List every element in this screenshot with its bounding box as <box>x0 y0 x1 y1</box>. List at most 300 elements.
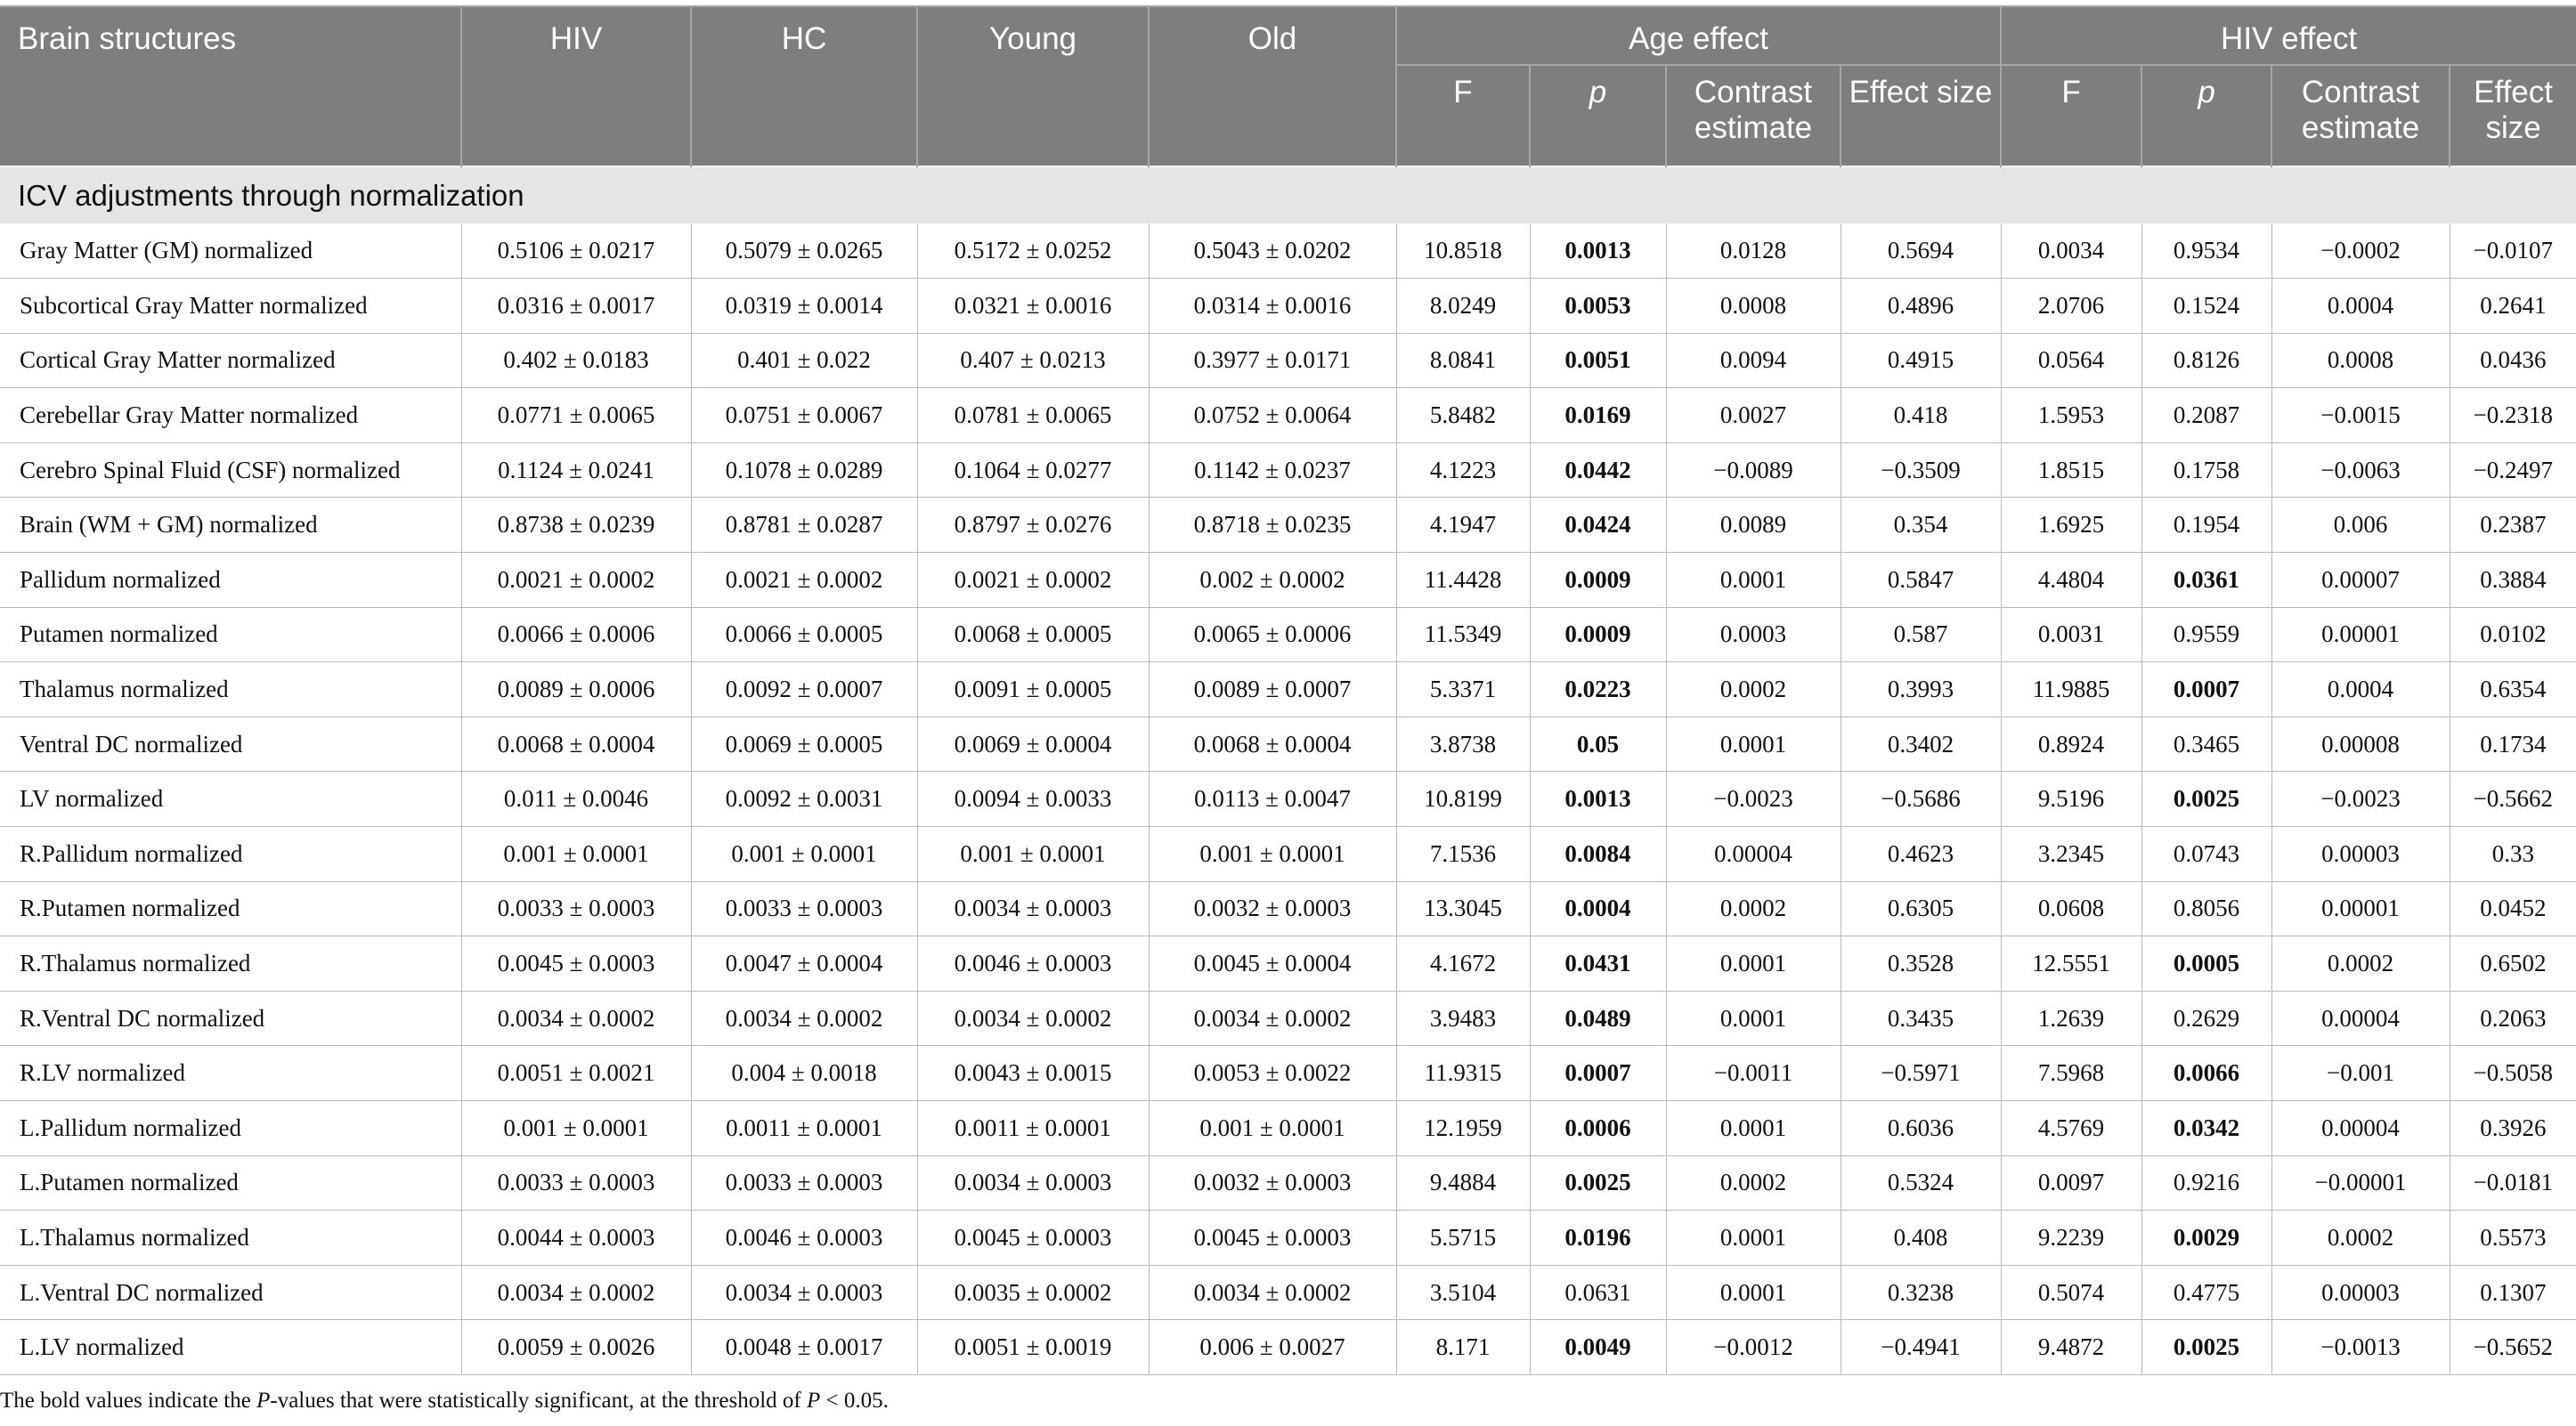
cell-age-f: 12.1959 <box>1396 1101 1530 1156</box>
cell-hiv-es: 0.1307 <box>2450 1265 2576 1320</box>
cell-age-ce: 0.0008 <box>1666 279 1841 334</box>
cell-hiv-es: −0.0107 <box>2450 223 2576 279</box>
cell-hiv-f: 4.4804 <box>2001 553 2141 608</box>
cell-name: R.Pallidum normalized <box>0 827 461 882</box>
table-row <box>0 717 2576 772</box>
table-row <box>0 936 2576 992</box>
cell-age-f: 8.0249 <box>1396 279 1530 334</box>
cell-old: 0.0053 ± 0.0022 <box>1149 1046 1396 1101</box>
cell-old: 0.0032 ± 0.0003 <box>1149 1155 1396 1211</box>
cell-age-es: 0.3238 <box>1841 1265 2001 1320</box>
cell-age-p: 0.0442 <box>1530 442 1666 498</box>
cell-age-ce: −0.0012 <box>1666 1320 1841 1375</box>
cell-age-ce: 0.0001 <box>1666 553 1841 608</box>
cell-hiv-p: 0.4775 <box>2141 1265 2271 1320</box>
cell-age-p: 0.0424 <box>1530 498 1666 553</box>
cell-hiv: 0.5106 ± 0.0217 <box>461 223 691 279</box>
cell-age-f: 8.0841 <box>1396 333 1530 388</box>
cell-hiv: 0.0033 ± 0.0003 <box>461 1155 691 1211</box>
cell-age-p: 0.0196 <box>1530 1211 1666 1266</box>
cell-age-es: 0.3435 <box>1841 991 2001 1046</box>
cell-age-es: 0.408 <box>1841 1211 2001 1266</box>
header-age-f: F <box>1396 65 1530 166</box>
cell-young: 0.0045 ± 0.0003 <box>917 1211 1149 1266</box>
header-age-p <box>1530 65 1666 166</box>
cell-young: 0.0321 ± 0.0016 <box>917 279 1149 334</box>
cell-hiv-ce: −0.0063 <box>2271 442 2450 498</box>
cell-old: 0.0089 ± 0.0007 <box>1149 662 1396 717</box>
table-row <box>0 607 2576 662</box>
cell-hiv: 0.0044 ± 0.0003 <box>461 1211 691 1266</box>
cell-young: 0.0069 ± 0.0004 <box>917 717 1149 772</box>
cell-age-es: 0.4896 <box>1841 279 2001 334</box>
cell-age-p: 0.0051 <box>1530 333 1666 388</box>
cell-age-es: −0.4941 <box>1841 1320 2001 1375</box>
cell-old: 0.3977 ± 0.0171 <box>1149 333 1396 388</box>
cell-age-f: 13.3045 <box>1396 881 1530 936</box>
cell-age-f: 9.4884 <box>1396 1155 1530 1211</box>
cell-young: 0.0021 ± 0.0002 <box>917 553 1149 608</box>
cell-hc: 0.0011 ± 0.0001 <box>691 1101 917 1156</box>
cell-hiv: 0.001 ± 0.0001 <box>461 1101 691 1156</box>
cell-name: Cortical Gray Matter normalized <box>0 333 461 388</box>
cell-old: 0.0752 ± 0.0064 <box>1149 388 1396 443</box>
cell-hiv-ce: 0.00003 <box>2271 1265 2450 1320</box>
cell-hiv-ce: −0.001 <box>2271 1046 2450 1101</box>
cell-young: 0.0034 ± 0.0003 <box>917 1155 1149 1211</box>
cell-age-es: −0.3509 <box>1841 442 2001 498</box>
cell-age-p: 0.0431 <box>1530 936 1666 992</box>
cell-hiv-ce: 0.00007 <box>2271 553 2450 608</box>
cell-hiv-p: 0.1954 <box>2141 498 2271 553</box>
cell-age-ce: 0.0001 <box>1666 1101 1841 1156</box>
cell-age-es: 0.3402 <box>1841 717 2001 772</box>
cell-hiv: 0.0045 ± 0.0003 <box>461 936 691 992</box>
cell-young: 0.0091 ± 0.0005 <box>917 662 1149 717</box>
cell-old: 0.0034 ± 0.0002 <box>1149 991 1396 1046</box>
header-hiv-contrast-estimate: Contrast estimate <box>2271 65 2450 166</box>
header-old: Old <box>1149 6 1396 166</box>
cell-hiv-es: −0.2318 <box>2450 388 2576 443</box>
cell-hc: 0.0033 ± 0.0003 <box>691 1155 917 1211</box>
cell-young: 0.0035 ± 0.0002 <box>917 1265 1149 1320</box>
cell-age-p: 0.0049 <box>1530 1320 1666 1375</box>
cell-young: 0.1064 ± 0.0277 <box>917 442 1149 498</box>
cell-old: 0.0068 ± 0.0004 <box>1149 717 1396 772</box>
header-young: Young <box>917 6 1149 166</box>
cell-hiv-ce: −0.0002 <box>2271 223 2450 279</box>
cell-hiv-es: 0.2063 <box>2450 991 2576 1046</box>
cell-hiv-p: 0.9534 <box>2141 223 2271 279</box>
cell-name: L.Putamen normalized <box>0 1155 461 1211</box>
cell-hc: 0.401 ± 0.022 <box>691 333 917 388</box>
cell-age-f: 5.5715 <box>1396 1211 1530 1266</box>
cell-hiv-f: 9.5196 <box>2001 772 2141 827</box>
cell-name: Putamen normalized <box>0 607 461 662</box>
cell-hiv-f: 7.5968 <box>2001 1046 2141 1101</box>
cell-hc: 0.0048 ± 0.0017 <box>691 1320 917 1375</box>
cell-age-f: 5.3371 <box>1396 662 1530 717</box>
cell-age-es: 0.5324 <box>1841 1155 2001 1211</box>
table-row <box>0 881 2576 936</box>
table-row <box>0 553 2576 608</box>
footnote-suffix: < 0.05. <box>820 1389 889 1413</box>
cell-age-es: 0.3993 <box>1841 662 2001 717</box>
cell-young: 0.0034 ± 0.0002 <box>917 991 1149 1046</box>
cell-hiv-f: 1.2639 <box>2001 991 2141 1046</box>
cell-hc: 0.0033 ± 0.0003 <box>691 881 917 936</box>
cell-old: 0.0034 ± 0.0002 <box>1149 1265 1396 1320</box>
cell-name: R.Putamen normalized <box>0 881 461 936</box>
cell-young: 0.8797 ± 0.0276 <box>917 498 1149 553</box>
footnote-p-italic-2: P <box>807 1389 821 1413</box>
cell-hiv: 0.0051 ± 0.0021 <box>461 1046 691 1101</box>
table-row <box>0 1320 2576 1375</box>
cell-hiv-f: 0.0564 <box>2001 333 2141 388</box>
cell-age-p: 0.0007 <box>1530 1046 1666 1101</box>
cell-age-ce: −0.0089 <box>1666 442 1841 498</box>
cell-age-es: 0.418 <box>1841 388 2001 443</box>
cell-hiv-es: 0.3884 <box>2450 553 2576 608</box>
cell-hiv: 0.001 ± 0.0001 <box>461 827 691 882</box>
cell-age-es: 0.6036 <box>1841 1101 2001 1156</box>
cell-age-es: 0.4623 <box>1841 827 2001 882</box>
cell-name: R.Ventral DC normalized <box>0 991 461 1046</box>
cell-age-ce: 0.0001 <box>1666 936 1841 992</box>
cell-name: Ventral DC normalized <box>0 717 461 772</box>
cell-age-f: 10.8518 <box>1396 223 1530 279</box>
cell-hiv: 0.1124 ± 0.0241 <box>461 442 691 498</box>
cell-age-p: 0.0013 <box>1530 223 1666 279</box>
cell-hc: 0.0047 ± 0.0004 <box>691 936 917 992</box>
cell-hc: 0.0046 ± 0.0003 <box>691 1211 917 1266</box>
cell-hiv-f: 11.9885 <box>2001 662 2141 717</box>
cell-hiv-f: 0.0031 <box>2001 607 2141 662</box>
cell-age-ce: 0.0089 <box>1666 498 1841 553</box>
cell-hiv-ce: −0.00001 <box>2271 1155 2450 1211</box>
cell-hiv-es: −0.2497 <box>2450 442 2576 498</box>
cell-age-ce: 0.0003 <box>1666 607 1841 662</box>
cell-hiv-f: 9.4872 <box>2001 1320 2141 1375</box>
cell-hiv-f: 3.2345 <box>2001 827 2141 882</box>
cell-age-p: 0.0013 <box>1530 772 1666 827</box>
cell-old: 0.8718 ± 0.0235 <box>1149 498 1396 553</box>
cell-age-f: 4.1947 <box>1396 498 1530 553</box>
table-row <box>0 1155 2576 1211</box>
cell-hc: 0.0021 ± 0.0002 <box>691 553 917 608</box>
cell-age-p: 0.0084 <box>1530 827 1666 882</box>
cell-hiv-p: 0.0007 <box>2141 662 2271 717</box>
cell-hiv: 0.0089 ± 0.0006 <box>461 662 691 717</box>
cell-old: 0.0065 ± 0.0006 <box>1149 607 1396 662</box>
cell-young: 0.0046 ± 0.0003 <box>917 936 1149 992</box>
table-row <box>0 662 2576 717</box>
table-row <box>0 333 2576 388</box>
cell-young: 0.001 ± 0.0001 <box>917 827 1149 882</box>
cell-age-f: 3.5104 <box>1396 1265 1530 1320</box>
cell-hiv-es: 0.6502 <box>2450 936 2576 992</box>
cell-hiv-f: 0.5074 <box>2001 1265 2141 1320</box>
cell-young: 0.5172 ± 0.0252 <box>917 223 1149 279</box>
cell-name: L.LV normalized <box>0 1320 461 1375</box>
cell-hiv-p: 0.0361 <box>2141 553 2271 608</box>
cell-hiv-p: 0.8126 <box>2141 333 2271 388</box>
header-age-contrast-estimate: Contrast estimate <box>1666 65 1841 166</box>
cell-hiv-ce: 0.0008 <box>2271 333 2450 388</box>
header-age-p-label: p <box>1589 75 1607 109</box>
cell-age-f: 4.1223 <box>1396 442 1530 498</box>
cell-hiv-f: 12.5551 <box>2001 936 2141 992</box>
cell-hiv-ce: 0.0002 <box>2271 936 2450 992</box>
cell-young: 0.0781 ± 0.0065 <box>917 388 1149 443</box>
table-footnote <box>0 1389 889 1414</box>
table-row <box>0 388 2576 443</box>
table-row <box>0 827 2576 882</box>
cell-hiv-es: 0.2387 <box>2450 498 2576 553</box>
cell-hiv-f: 0.0097 <box>2001 1155 2141 1211</box>
cell-age-ce: −0.0011 <box>1666 1046 1841 1101</box>
table-row <box>0 1265 2576 1320</box>
cell-old: 0.5043 ± 0.0202 <box>1149 223 1396 279</box>
cell-hiv: 0.0034 ± 0.0002 <box>461 991 691 1046</box>
cell-age-f: 3.9483 <box>1396 991 1530 1046</box>
cell-hiv-ce: 0.00001 <box>2271 881 2450 936</box>
cell-age-f: 11.9315 <box>1396 1046 1530 1101</box>
cell-hiv-f: 1.5953 <box>2001 388 2141 443</box>
cell-age-es: 0.5694 <box>1841 223 2001 279</box>
cell-hiv-ce: −0.0015 <box>2271 388 2450 443</box>
header-hc: HC <box>691 6 917 166</box>
table-row <box>0 772 2576 827</box>
cell-hiv-ce: 0.0004 <box>2271 662 2450 717</box>
table-row <box>0 1101 2576 1156</box>
cell-hiv-p: 0.0743 <box>2141 827 2271 882</box>
cell-hc: 0.5079 ± 0.0265 <box>691 223 917 279</box>
cell-hiv: 0.011 ± 0.0046 <box>461 772 691 827</box>
cell-hiv-es: −0.5652 <box>2450 1320 2576 1375</box>
table-row <box>0 1046 2576 1101</box>
cell-age-ce: 0.0001 <box>1666 1211 1841 1266</box>
table-row <box>0 223 2576 279</box>
cell-young: 0.0011 ± 0.0001 <box>917 1101 1149 1156</box>
cell-age-p: 0.0009 <box>1530 553 1666 608</box>
cell-young: 0.407 ± 0.0213 <box>917 333 1149 388</box>
cell-hiv-f: 1.8515 <box>2001 442 2141 498</box>
footnote-prefix: The bold values indicate the <box>0 1389 257 1413</box>
cell-age-ce: 0.0002 <box>1666 662 1841 717</box>
cell-age-ce: 0.00004 <box>1666 827 1841 882</box>
cell-hiv-p: 0.2087 <box>2141 388 2271 443</box>
cell-hiv-f: 1.6925 <box>2001 498 2141 553</box>
cell-hc: 0.001 ± 0.0001 <box>691 827 917 882</box>
cell-age-ce: 0.0001 <box>1666 1265 1841 1320</box>
cell-age-ce: 0.0002 <box>1666 1155 1841 1211</box>
cell-age-f: 11.4428 <box>1396 553 1530 608</box>
cell-age-f: 10.8199 <box>1396 772 1530 827</box>
cell-hiv-es: 0.33 <box>2450 827 2576 882</box>
cell-hiv-p: 0.0005 <box>2141 936 2271 992</box>
cell-age-p: 0.05 <box>1530 717 1666 772</box>
cell-hc: 0.0034 ± 0.0003 <box>691 1265 917 1320</box>
cell-name: LV normalized <box>0 772 461 827</box>
cell-hiv-f: 9.2239 <box>2001 1211 2141 1266</box>
cell-age-p: 0.0053 <box>1530 279 1666 334</box>
cell-old: 0.0032 ± 0.0003 <box>1149 881 1396 936</box>
cell-hiv-es: −0.0181 <box>2450 1155 2576 1211</box>
cell-age-es: 0.354 <box>1841 498 2001 553</box>
cell-old: 0.001 ± 0.0001 <box>1149 1101 1396 1156</box>
cell-hiv-f: 4.5769 <box>2001 1101 2141 1156</box>
cell-hiv-p: 0.9216 <box>2141 1155 2271 1211</box>
cell-hc: 0.0034 ± 0.0002 <box>691 991 917 1046</box>
cell-hiv-ce: 0.00001 <box>2271 607 2450 662</box>
cell-hiv: 0.402 ± 0.0183 <box>461 333 691 388</box>
header-hiv-effect: HIV effect <box>2001 6 2576 65</box>
cell-hiv-p: 0.0066 <box>2141 1046 2271 1101</box>
cell-age-f: 7.1536 <box>1396 827 1530 882</box>
cell-age-f: 4.1672 <box>1396 936 1530 992</box>
cell-hiv-ce: 0.00004 <box>2271 991 2450 1046</box>
cell-age-es: 0.4915 <box>1841 333 2001 388</box>
cell-age-es: 0.6305 <box>1841 881 2001 936</box>
cell-age-p: 0.0489 <box>1530 991 1666 1046</box>
cell-hiv-es: −0.5662 <box>2450 772 2576 827</box>
cell-hiv-ce: 0.0004 <box>2271 279 2450 334</box>
cell-age-ce: 0.0128 <box>1666 223 1841 279</box>
footnote-middle: -values that were statistically significant, at the threshold of <box>270 1389 807 1413</box>
cell-old: 0.0045 ± 0.0003 <box>1149 1211 1396 1266</box>
cell-age-p: 0.0169 <box>1530 388 1666 443</box>
cell-hiv: 0.0316 ± 0.0017 <box>461 279 691 334</box>
cell-hc: 0.1078 ± 0.0289 <box>691 442 917 498</box>
header-hiv: HIV <box>461 6 691 166</box>
cell-hc: 0.8781 ± 0.0287 <box>691 498 917 553</box>
cell-hiv-f: 0.0608 <box>2001 881 2141 936</box>
cell-hiv-p: 0.3465 <box>2141 717 2271 772</box>
cell-hiv-f: 2.0706 <box>2001 279 2141 334</box>
cell-age-p: 0.0631 <box>1530 1265 1666 1320</box>
cell-hc: 0.0092 ± 0.0007 <box>691 662 917 717</box>
cell-hiv: 0.8738 ± 0.0239 <box>461 498 691 553</box>
cell-hc: 0.0066 ± 0.0005 <box>691 607 917 662</box>
cell-hiv: 0.0068 ± 0.0004 <box>461 717 691 772</box>
cell-young: 0.0043 ± 0.0015 <box>917 1046 1149 1101</box>
cell-old: 0.006 ± 0.0027 <box>1149 1320 1396 1375</box>
cell-hiv-es: 0.5573 <box>2450 1211 2576 1266</box>
cell-hiv-es: 0.3926 <box>2450 1101 2576 1156</box>
cell-hc: 0.0092 ± 0.0031 <box>691 772 917 827</box>
cell-young: 0.0034 ± 0.0003 <box>917 881 1149 936</box>
cell-age-f: 3.8738 <box>1396 717 1530 772</box>
cell-hiv-es: 0.0436 <box>2450 333 2576 388</box>
cell-hiv-es: 0.1734 <box>2450 717 2576 772</box>
cell-young: 0.0051 ± 0.0019 <box>917 1320 1149 1375</box>
header-hiv-p-label: p <box>2198 75 2215 109</box>
cell-name: Cerebro Spinal Fluid (CSF) normalized <box>0 442 461 498</box>
cell-age-p: 0.0025 <box>1530 1155 1666 1211</box>
cell-hc: 0.0751 ± 0.0067 <box>691 388 917 443</box>
cell-name: R.LV normalized <box>0 1046 461 1101</box>
cell-name: Subcortical Gray Matter normalized <box>0 279 461 334</box>
header-age-effect: Age effect <box>1396 6 2001 65</box>
footnote-p-italic: P <box>256 1389 271 1413</box>
cell-old: 0.0314 ± 0.0016 <box>1149 279 1396 334</box>
cell-hiv-p: 0.2629 <box>2141 991 2271 1046</box>
header-age-effect-size: Effect size <box>1841 65 2001 166</box>
section-title: ICV adjustments through normalization <box>0 166 2576 223</box>
cell-hiv-es: 0.6354 <box>2450 662 2576 717</box>
header-hiv-effect-size: Effect size <box>2450 65 2576 166</box>
header-hiv-p <box>2141 65 2271 166</box>
table-row <box>0 1211 2576 1266</box>
cell-hiv-p: 0.1758 <box>2141 442 2271 498</box>
cell-age-es: −0.5686 <box>1841 772 2001 827</box>
cell-age-es: 0.3528 <box>1841 936 2001 992</box>
cell-hiv-p: 0.9559 <box>2141 607 2271 662</box>
cell-hiv: 0.0771 ± 0.0065 <box>461 388 691 443</box>
cell-hiv: 0.0059 ± 0.0026 <box>461 1320 691 1375</box>
table-row <box>0 279 2576 334</box>
cell-hiv-ce: 0.00008 <box>2271 717 2450 772</box>
cell-age-f: 8.171 <box>1396 1320 1530 1375</box>
cell-hc: 0.0319 ± 0.0014 <box>691 279 917 334</box>
table-row <box>0 442 2576 498</box>
cell-name: Cerebellar Gray Matter normalized <box>0 388 461 443</box>
cell-old: 0.002 ± 0.0002 <box>1149 553 1396 608</box>
results-table <box>0 5 2576 1375</box>
cell-age-es: −0.5971 <box>1841 1046 2001 1101</box>
cell-age-ce: 0.0001 <box>1666 991 1841 1046</box>
cell-name: Gray Matter (GM) normalized <box>0 223 461 279</box>
cell-age-ce: 0.0027 <box>1666 388 1841 443</box>
cell-hiv-p: 0.0029 <box>2141 1211 2271 1266</box>
cell-age-ce: 0.0094 <box>1666 333 1841 388</box>
cell-hiv-ce: −0.0013 <box>2271 1320 2450 1375</box>
cell-hiv: 0.0034 ± 0.0002 <box>461 1265 691 1320</box>
cell-hiv-es: 0.0452 <box>2450 881 2576 936</box>
cell-name: L.Ventral DC normalized <box>0 1265 461 1320</box>
cell-old: 0.1142 ± 0.0237 <box>1149 442 1396 498</box>
cell-age-p: 0.0004 <box>1530 881 1666 936</box>
cell-hiv-es: −0.5058 <box>2450 1046 2576 1101</box>
cell-hiv: 0.0033 ± 0.0003 <box>461 881 691 936</box>
cell-age-p: 0.0223 <box>1530 662 1666 717</box>
cell-hiv-p: 0.8056 <box>2141 881 2271 936</box>
cell-young: 0.0068 ± 0.0005 <box>917 607 1149 662</box>
cell-age-ce: 0.0001 <box>1666 717 1841 772</box>
cell-hiv-ce: 0.0002 <box>2271 1211 2450 1266</box>
cell-hiv-p: 0.0025 <box>2141 772 2271 827</box>
cell-hiv-p: 0.1524 <box>2141 279 2271 334</box>
cell-young: 0.0094 ± 0.0033 <box>917 772 1149 827</box>
cell-age-ce: 0.0002 <box>1666 881 1841 936</box>
cell-age-f: 11.5349 <box>1396 607 1530 662</box>
cell-name: Brain (WM + GM) normalized <box>0 498 461 553</box>
cell-hc: 0.004 ± 0.0018 <box>691 1046 917 1101</box>
cell-old: 0.001 ± 0.0001 <box>1149 827 1396 882</box>
cell-hiv-es: 0.0102 <box>2450 607 2576 662</box>
cell-hiv-es: 0.2641 <box>2450 279 2576 334</box>
table-row <box>0 991 2576 1046</box>
cell-hiv-ce: 0.00003 <box>2271 827 2450 882</box>
cell-name: R.Thalamus normalized <box>0 936 461 992</box>
cell-age-ce: −0.0023 <box>1666 772 1841 827</box>
cell-hiv-ce: 0.00004 <box>2271 1101 2450 1156</box>
cell-old: 0.0045 ± 0.0004 <box>1149 936 1396 992</box>
cell-age-p: 0.0009 <box>1530 607 1666 662</box>
cell-hiv-ce: 0.006 <box>2271 498 2450 553</box>
table-row <box>0 498 2576 553</box>
